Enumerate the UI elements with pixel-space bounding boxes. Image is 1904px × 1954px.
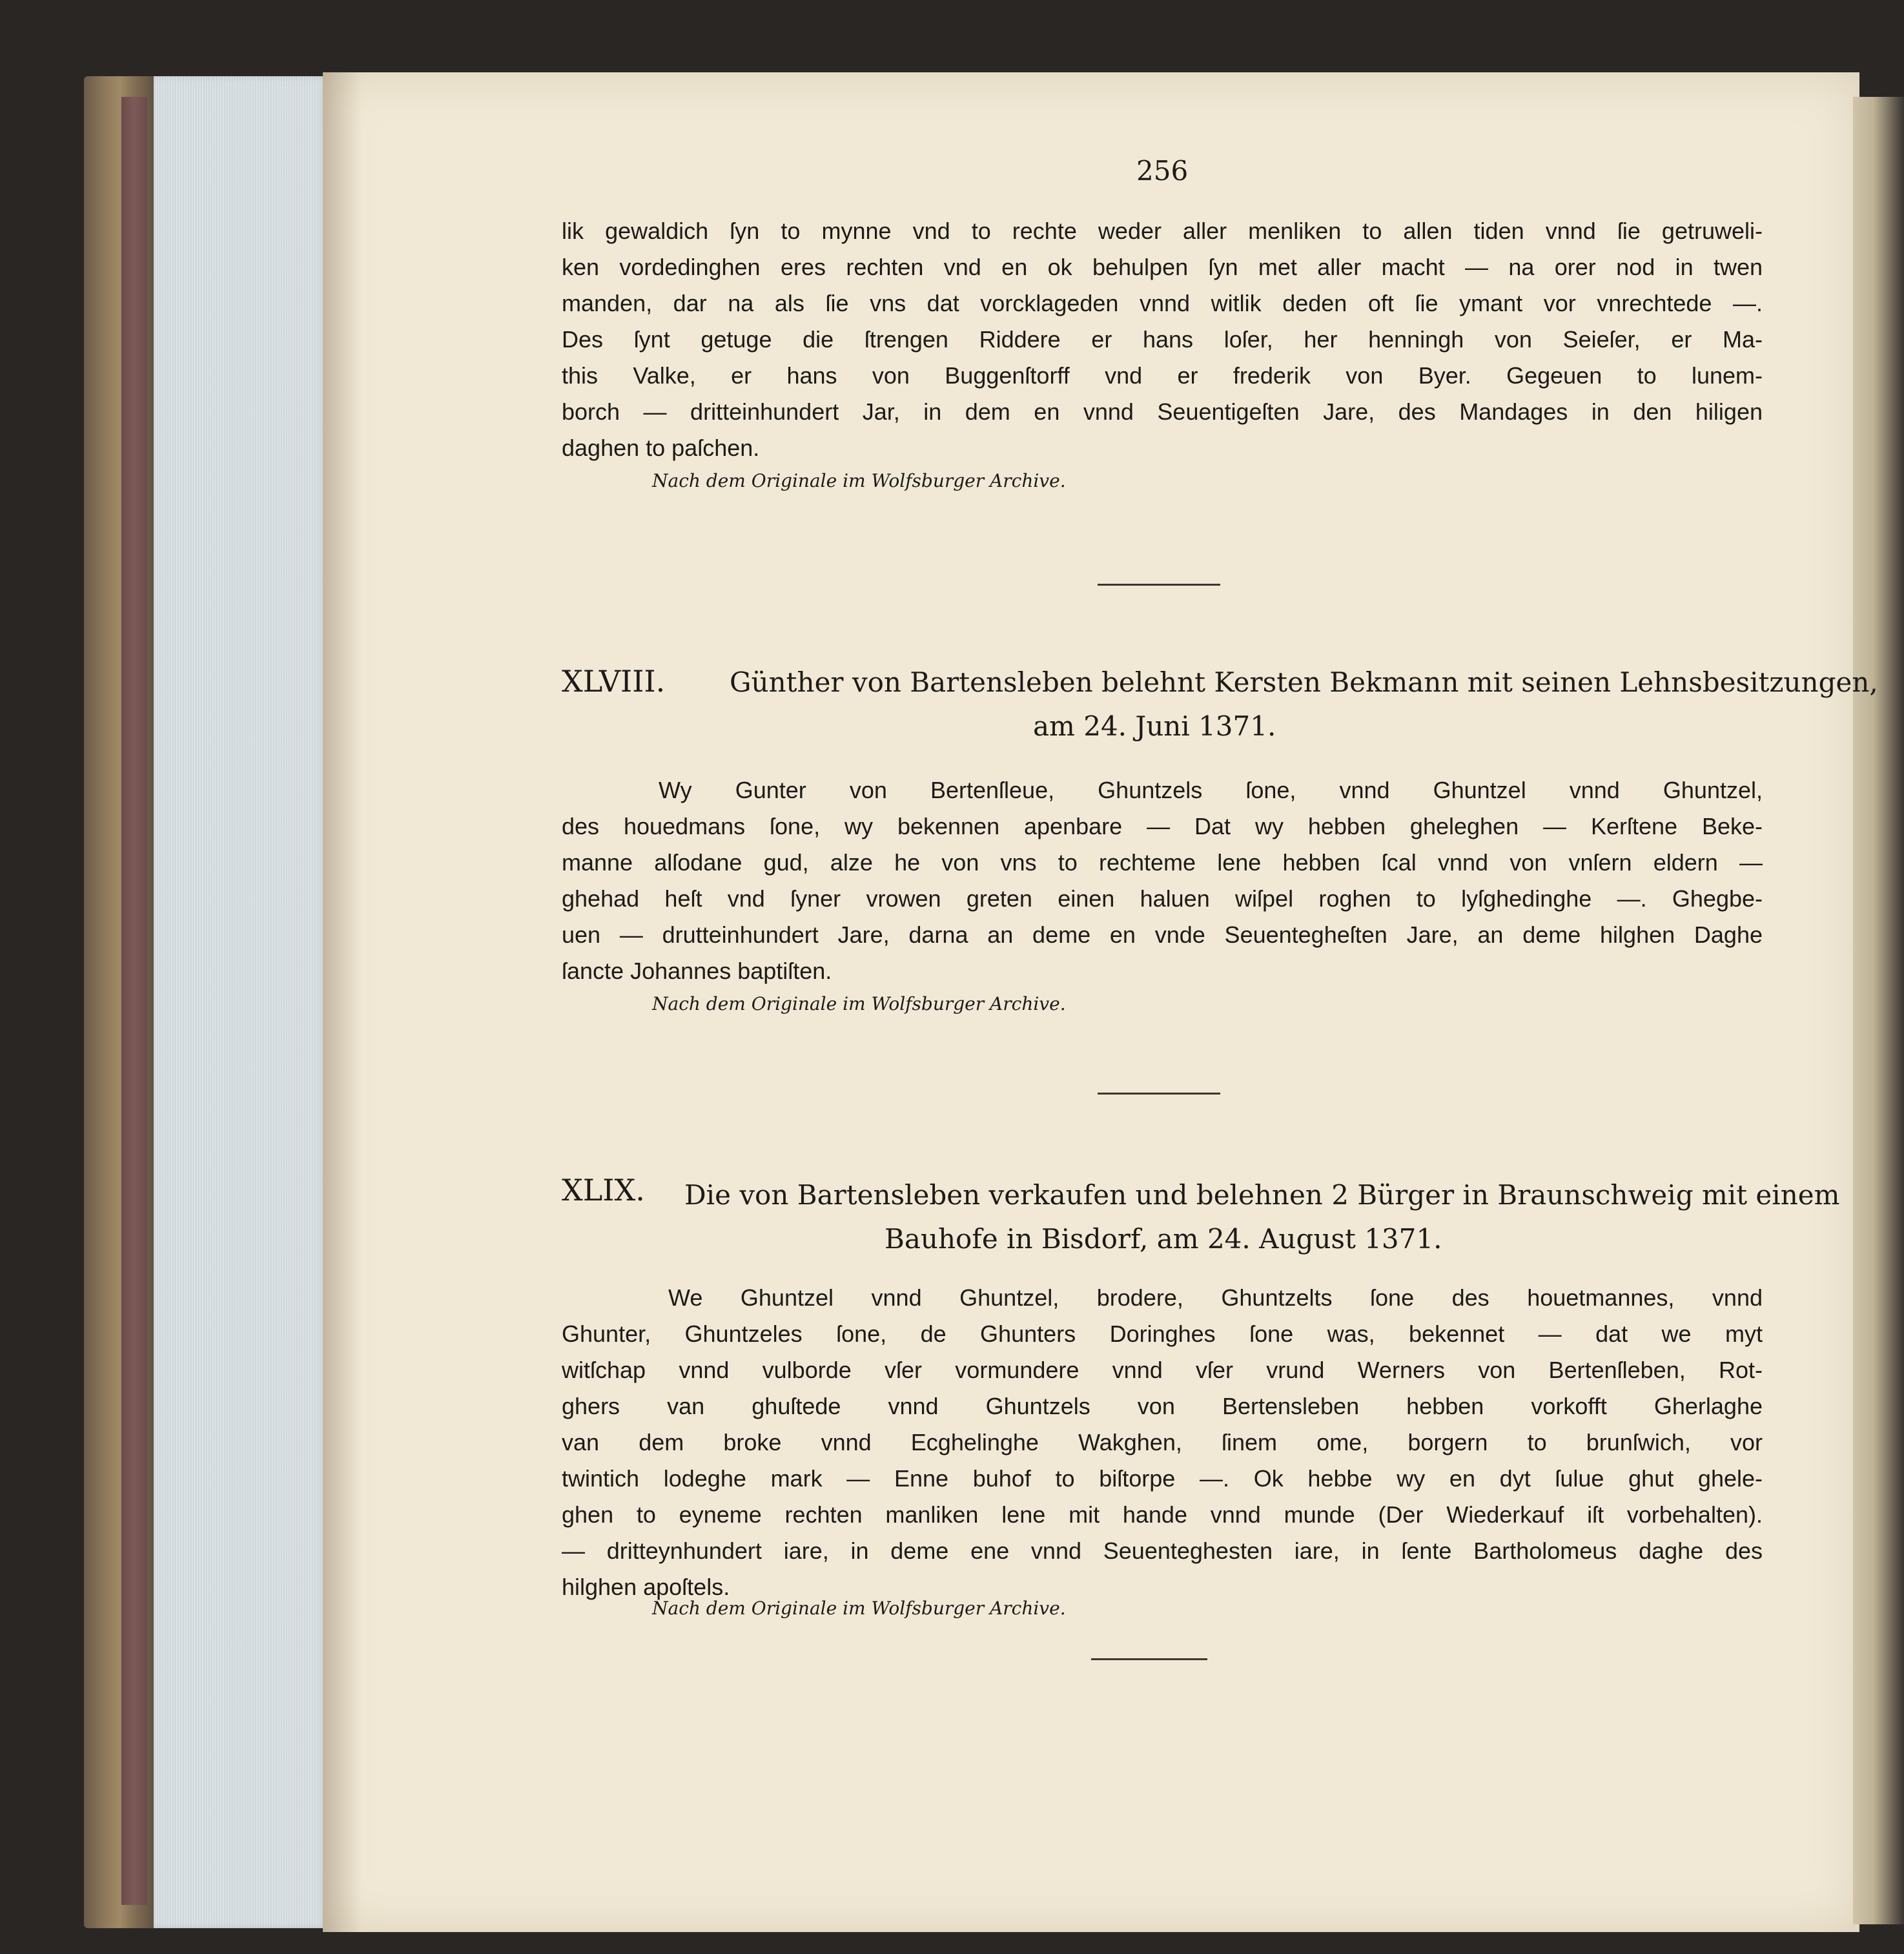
source-note: Nach dem Originale im Wolfsburger Archive. <box>652 470 1066 491</box>
text-line: Ghunter, Ghuntzeles ſone, de Ghunters Doringhes ſone was, bekennet — dat we myt <box>562 1321 1763 1347</box>
document-number: XLVIII. <box>562 664 666 699</box>
text-line: manne alſodane gud, alze he von vns to rechteme lene hebben ſcal vnnd von vnſern eldern — <box>562 849 1763 876</box>
section-3-body <box>562 1280 1763 1605</box>
text-line: des houedmans ſone, wy bekennen apenbare — Dat wy hebben gheleghen — Kerſtene Beke- <box>562 813 1763 839</box>
text-line: We Ghuntzel vnnd Ghuntzel, brodere, Ghuntzelts ſone des houetmannes, vnnd <box>668 1284 1763 1311</box>
source-note: Nach dem Originale im Wolfsburger Archive. <box>652 993 1066 1014</box>
section-2-body <box>562 772 1763 989</box>
text-line: witſchap vnnd vulborde vſer vormundere vnnd vſer vrund Werners von Bertenſleben, Rot- <box>562 1357 1763 1383</box>
section-1-body <box>562 213 1763 466</box>
text-line: — dritteynhundert iare, in deme ene vnnd Seuenteghesten iare, in ſente Bartholomeus daghe des <box>562 1537 1763 1564</box>
text-line: ghehad heſt vnd ſyner vrowen greten einen haluen wiſpel roghen to lyſghedinghe —. Ghegbe- <box>562 885 1763 912</box>
text-line: Des ſynt getuge die ſtrengen Riddere er hans loſer, her henningh von Seieſer, er Ma- <box>562 326 1763 353</box>
text-line: borch — dritteinhundert Jar, in dem en vnnd Seuentigeſten Jare, des Mandages in den hiligen <box>562 398 1763 425</box>
text-line: manden, dar na als ſie vns dat vorcklageden vnnd witlik deden oft ſie ymant vor vnrechtede —. <box>562 290 1763 316</box>
document-title: Die von Bartensleben verkaufen und belehnen 2 Bürger in Braunschweig mit einem <box>684 1179 1840 1211</box>
document-title: Günther von Bartensleben belehnt Kersten Bekmann mit seinen Lehnsbesitzungen, <box>730 666 1878 698</box>
text-line: hilghen apoſtels. <box>562 1574 730 1600</box>
text-line: twintich lodeghe mark — Enne buhof to biſtorpe —. Ok hebbe wy en dyt ſulue ghut ghele- <box>562 1465 1763 1492</box>
page-number: 256 <box>1136 155 1189 187</box>
text-line: van dem broke vnnd Ecghelinghe Wakghen, ſinem ome, borgern to brunſwich, vor <box>562 1429 1763 1455</box>
source-note: Nach dem Originale im Wolfsburger Archive. <box>652 1598 1066 1619</box>
text-line: this Valke, er hans von Buggenſtorff vnd er frederik von Byer. Gegeuen to lunem- <box>562 362 1763 389</box>
section-divider <box>1098 1093 1220 1095</box>
text-line: uen — drutteinhundert Jare, darna an deme en vnde Seuentegheſten Jare, an deme hilghen Daghe <box>562 921 1763 948</box>
text-line: ſancte Johannes baptiſten. <box>562 958 832 984</box>
text-line: ghen to eyneme rechten manliken lene mit hande vnnd munde (Der Wiederkauf iſt vorbehalten). <box>562 1501 1763 1528</box>
section-divider <box>1091 1658 1207 1660</box>
document-date: am 24. Juni 1371. <box>1033 710 1276 742</box>
document-number: XLIX. <box>562 1173 645 1208</box>
document-date: Bauhofe in Bisdorf, am 24. August 1371. <box>885 1223 1442 1255</box>
text-line: ken vordedinghen eres rechten vnd en ok behulpen ſyn met aller macht — na orer nod in twen <box>562 254 1763 280</box>
text-line: ghers van ghuſtede vnnd Ghuntzels von Bertensleben hebben vorkofft Gherlaghe <box>562 1393 1763 1419</box>
text-line: lik gewaldich ſyn to mynne vnd to rechte weder aller menliken to allen tiden vnnd ſie getruweli- <box>562 218 1763 244</box>
section-divider <box>1098 584 1220 586</box>
text-line: daghen to paſchen. <box>562 435 760 461</box>
text-line: Wy Gunter von Bertenſleue, Ghuntzels ſone, vnnd Ghuntzel vnnd Ghuntzel, <box>659 777 1763 803</box>
